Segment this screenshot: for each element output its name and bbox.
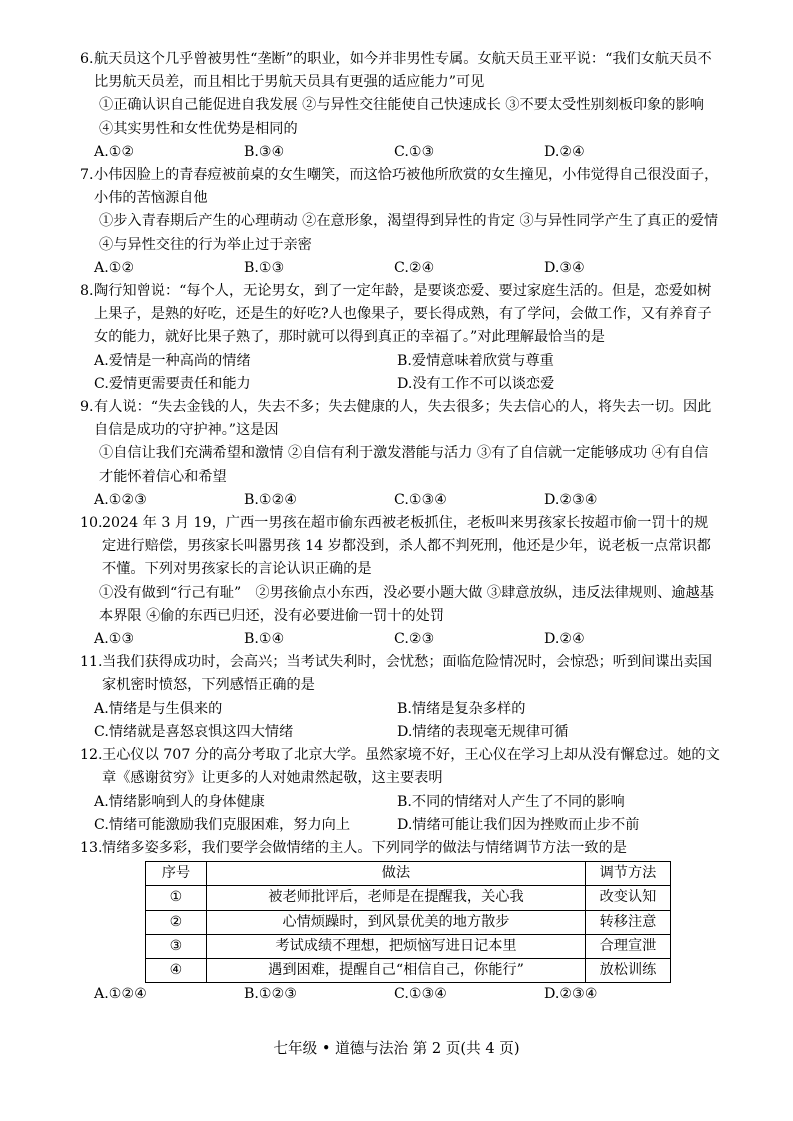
answer-options [80,489,720,512]
question-text: 航天员这个几乎曾被男性“垄断”的职业，如今并非男性专属。女航天员王亚平说：“我们女航天员不比男航天员差，而且相比于男航天员具有更强的适应能力”可见 [94,51,712,91]
table-header-cell: 序号 [146,862,207,886]
table-cell: 被老师批评后，老师是在提醒我，关心我 [207,886,586,910]
option-d[interactable]: D.②③④ [544,491,598,508]
question-10 [80,512,720,651]
table-header-row [146,862,671,886]
question-number: 10. [80,515,103,532]
exam-page [80,48,720,1006]
table-cell: ③ [146,934,207,958]
question-text: 王心仪以 707 分的高分考取了北京大学。虽然家境不好，王心仪在学习上却从没有懈怠过。她的文章《感谢贫穷》让更多的人对她肃然起敬，这主要表明 [102,747,720,787]
option-b[interactable]: B.①③ [244,259,285,276]
question-text: 情绪多姿多彩，我们要学会做情绪的主人。下列同学的做法与情绪调节方法一致的是 [102,839,627,856]
option-a[interactable]: A.情绪是与生俱来的 [94,700,223,717]
table-cell: 改变认知 [586,886,671,910]
question-9 [80,396,720,512]
table-cell: ② [146,910,207,934]
question-number: 12. [80,747,103,764]
question-statements: ①步入青春期后产生的心理萌动 ②在意形象，渴望得到异性的肯定 ③与异性同学产生了真正的爱情 ④与异性交往的行为举止过于亲密 [99,213,719,253]
question-text: 有人说：“失去金钱的人，失去不多；失去健康的人，失去很多；失去信心的人，将失去一切。因此自信是成功的守护神。”这是因 [94,399,712,439]
option-c[interactable]: C.爱情更需要责任和能力 [94,375,251,392]
question-statements: ①正确认识自己能促进自我发展 ②与异性交往能使自己快速成长 ③不要太受性别刻板印象的影响 ④其实男性和女性优势是相同的 [99,97,704,137]
question-text: 陶行知曾说：“每个人，无论男女，到了一定年龄，是要谈恋爱、要过家庭生活的。但是，恋爱如树上果子，是熟的好吃，还是生的好吃?人也像果子，要长得成熟，有了学问，会做工作，又有养育子女的能力，就好比果子熟了，那时就可以得到真正的幸福了。”对此理解最恰当的是 [94,283,712,346]
option-d[interactable]: D.没有工作不可以谈恋爱 [397,375,555,392]
question-statements: ①自信让我们充满希望和激情 ②自信有利于激发潜能与活力 ③有了自信就一定能够成功 ④有自信才能怀着信心和希望 [99,445,709,485]
option-c[interactable]: C.①③④ [394,491,448,508]
answer-options [80,257,720,280]
answer-options [80,791,720,837]
table-row [146,910,671,934]
question-text: 2024 年 3 月 19，广西一男孩在超市偷东西被老板抓住，老板叫来男孩家长按超市偷一罚十的规定进行赔偿，男孩家长叫嚣男孩 14 岁都没到，杀人都不判死刑，他还是少年，说老板一点常识都不懂。下列对男孩家长的言论认识正确的是 [102,515,711,578]
option-d[interactable]: D.②④ [544,143,585,160]
answer-options [80,141,720,164]
option-a[interactable]: A.①②④ [94,986,147,1003]
question-number: 6. [80,51,94,67]
option-b[interactable]: B.③④ [244,143,285,160]
table-row [146,958,671,982]
option-b[interactable]: B.爱情意味着欣赏与尊重 [397,352,554,369]
option-a[interactable]: A.①② [94,259,135,276]
option-a[interactable]: A.①② [94,143,135,160]
question-7 [80,164,720,280]
question-number: 8. [80,283,94,300]
option-c[interactable]: C.情绪就是喜怒哀惧这四大情绪 [94,723,294,740]
option-a[interactable]: A.①②③ [94,491,147,508]
table-row [146,934,671,958]
table-cell: 放松训练 [586,958,671,982]
option-c[interactable]: C.①③ [394,143,435,160]
table-cell: ④ [146,958,207,982]
answer-options [80,350,720,396]
option-c[interactable]: C.情绪可能激励我们克服困难，努力向上 [94,816,351,833]
table-cell: ① [146,886,207,910]
table-header-cell: 调节方法 [586,862,671,886]
option-b[interactable]: B.①②④ [244,491,298,508]
question-number: 11. [80,654,103,671]
question-6 [80,48,720,164]
option-d[interactable]: D.情绪可能让我们因为挫败而止步不前 [397,816,640,833]
option-d[interactable]: D.②④ [544,631,585,648]
option-b[interactable]: B.不同的情绪对人产生了不同的影响 [397,793,625,810]
question-number: 9. [80,399,94,416]
table-cell: 考试成绩不理想，把烦恼写进日记本里 [207,934,586,958]
option-d[interactable]: D.③④ [544,259,585,276]
option-a[interactable]: A.爱情是一种高尚的情绪 [94,352,251,369]
question-8 [80,280,720,396]
question-number: 13. [80,839,103,856]
page-footer: 七年级 • 道德与法治 第 2 页(共 4 页) [273,1040,520,1057]
option-d[interactable]: D.②③④ [544,986,598,1003]
option-a[interactable]: A.①③ [94,631,135,648]
table-cell: 心情烦躁时，到风景优美的地方散步 [207,910,586,934]
option-b[interactable]: B.①④ [244,631,285,648]
table-cell: 合理宣泄 [586,934,671,958]
option-c[interactable]: C.②④ [394,259,435,276]
option-d[interactable]: D.情绪的表现毫无规律可循 [397,723,569,740]
table-row [146,886,671,910]
option-c[interactable]: C.①③④ [394,986,448,1003]
answer-options [80,628,720,651]
question-number: 7. [80,167,94,184]
option-b[interactable]: B.情绪是复杂多样的 [397,700,526,717]
question-11 [80,651,720,744]
table-header-cell: 做法 [207,862,586,886]
question-13 [80,837,720,1006]
option-b[interactable]: B.①②③ [244,986,298,1003]
answer-options [80,698,720,744]
answer-options [80,983,720,1006]
question-text: 小伟因脸上的青春痘被前桌的女生嘲笑，而这恰巧被他所欣赏的女生撞见，小伟觉得自己很没面子，小伟的苦恼源自他 [94,167,719,207]
table-cell: 遇到困难，提醒自己“相信自己，你能行” [207,958,586,982]
emotion-methods-table [145,861,671,983]
question-statements: ①没有做到“行己有耻” ②男孩偷点小东西，没必要小题大做 ③肆意放纵，违反法律规则、逾越基本界限 ④偷的东西已归还，没有必要进偷一罚十的处罚 [99,584,714,624]
question-text: 当我们获得成功时，会高兴；当考试失利时，会忧愁；面临危险情况时，会惊恐；听到间谍出卖国家机密时愤怒，下列感悟正确的是 [102,654,713,694]
table-cell: 转移注意 [586,910,671,934]
option-a[interactable]: A.情绪影响到人的身体健康 [94,793,265,810]
option-c[interactable]: C.②③ [394,631,435,648]
question-12 [80,744,720,837]
